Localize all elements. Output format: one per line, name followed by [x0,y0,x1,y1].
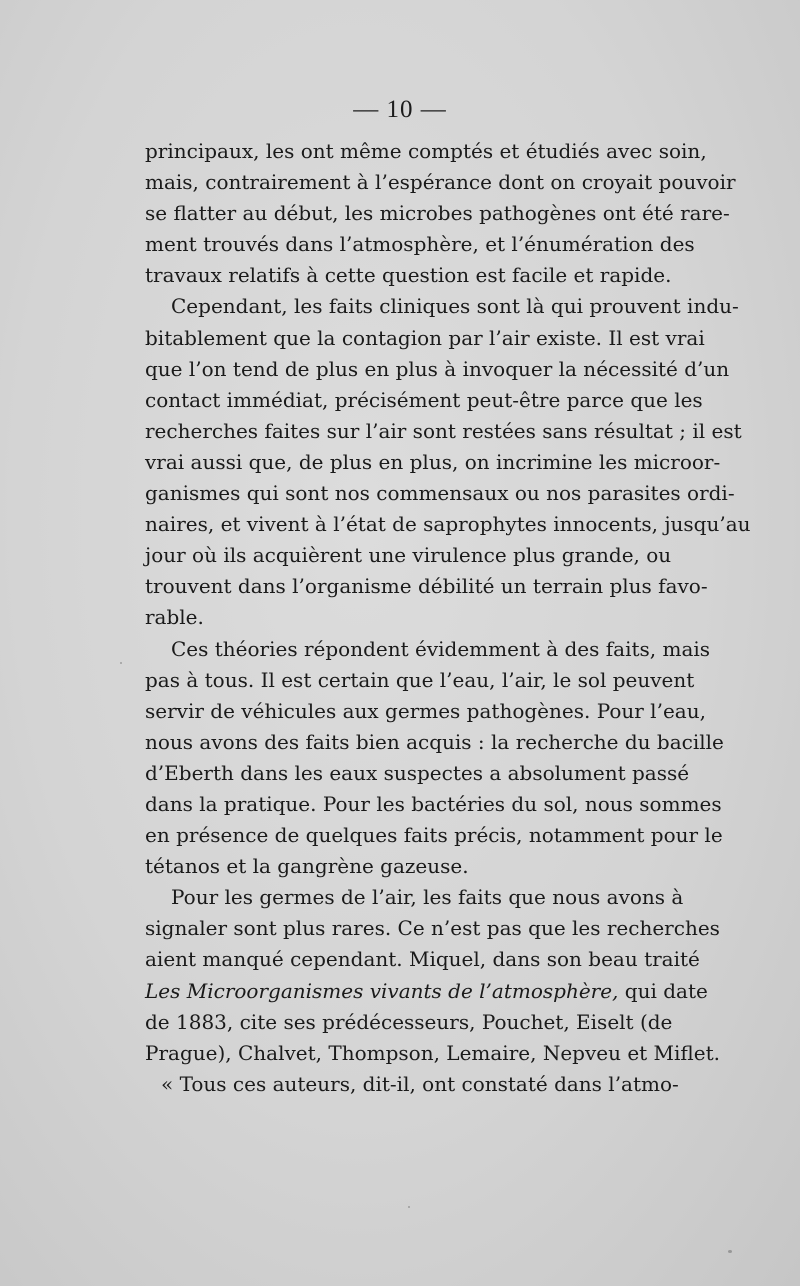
text-line: servir de véhicules aux germes pathogènes. Pour l’eau, [145,698,706,723]
text-line-with-italic-title [145,976,708,1007]
text-line: en présence de quelques faits précis, notamment pour le [145,823,723,848]
text-line: signaler sont plus rares. Ce n’est pas que les recherches [145,916,720,941]
text-line: d’Eberth dans les eaux suspectes a absolument passé [145,760,690,785]
text-line: Pour les germes de l’air, les faits que nous avons à [171,885,684,910]
text-line: se flatter au début, les microbes pathogènes ont été rare- [145,201,730,226]
book-title: Les Microorganismes vivants de l’atmosphère, [145,978,619,1003]
text-line: jour où ils acquièrent une virulence plus grande, ou [145,543,672,568]
text-line: vrai aussi que, de plus en plus, on incrimine les microor- [145,449,721,474]
paragraph-3 [145,634,724,883]
paragraph-2 [145,291,751,633]
text-line: Prague), Chalvet, Thompson, Lemaire, Nepveu et Miflet. [145,1040,720,1065]
text-line: naires, et vivent à l’état de saprophytes innocents, jusqu’au [145,512,751,537]
paragraph-5 [145,1069,679,1100]
text-line: de 1883, cite ses prédécesseurs, Pouchet, Eiselt (de [145,1009,673,1034]
text-line: ment trouvés dans l’atmosphère, et l’énumération des [145,232,695,257]
text-line: trouvent dans l’organisme débilité un terrain plus favo- [145,574,708,599]
text-line: principaux, les ont même comptés et étudiés avec soin, [145,139,707,163]
paragraph-1 [145,136,736,291]
text-line: rable. [145,605,204,630]
text-line: « Tous ces auteurs, dit-il, ont constaté dans l’atmo- [161,1071,679,1096]
text-line: nous avons des faits bien acquis : la recherche du bacille [145,729,724,754]
text-line: que l’on tend de plus en plus à invoquer la nécessité d’un [145,356,730,381]
text-fragment: qui date [618,978,708,1003]
text-line: mais, contrairement à l’espérance dont on croyait pouvoir [145,170,736,195]
text-line: travaux relatifs à cette question est facile et rapide. [145,263,672,288]
paragraph-4 [145,882,720,1069]
page-number: — 10 — [353,96,447,123]
ink-speck [120,662,122,664]
text-line: ganismes qui sont nos commensaux ou nos parasites ordi- [145,481,735,506]
text-line: bitablement que la contagion par l’air existe. Il est vrai [145,325,705,350]
text-line: aient manqué cependant. Miquel, dans son beau traité [145,947,700,972]
body-text [145,136,751,1100]
text-line: pas à tous. Il est certain que l’eau, l’air, le sol peuvent [145,667,695,692]
text-line: recherches faites sur l’air sont restées sans résultat ; il est [145,418,742,443]
ink-speck [408,1206,410,1208]
text-line: Ces théories répondent évidemment à des faits, mais [171,636,711,661]
text-line: contact immédiat, précisément peut-être parce que les [145,387,703,412]
text-line: dans la pratique. Pour les bactéries du sol, nous sommes [145,791,722,816]
ink-speck [728,1250,732,1253]
text-line: Cependant, les faits cliniques sont là qui prouvent indu- [171,294,739,319]
text-line: tétanos et la gangrène gazeuse. [145,854,469,879]
